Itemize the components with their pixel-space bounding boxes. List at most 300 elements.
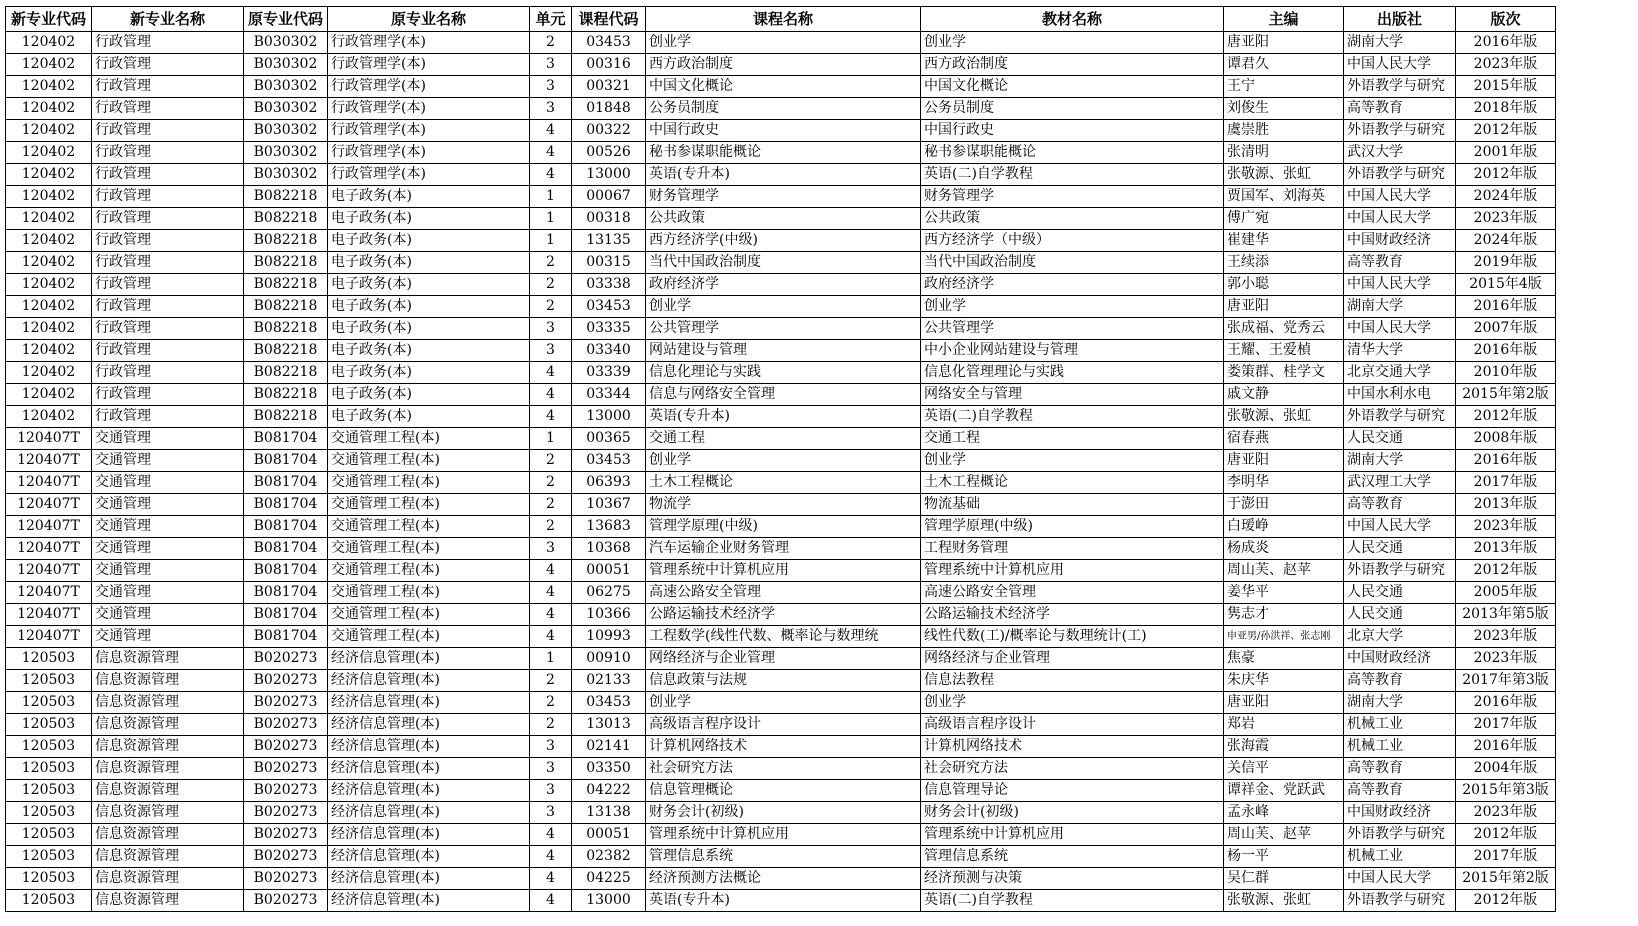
cell-editor: 周山芙、赵苹 — [1224, 560, 1344, 582]
cell-old-major-code: B020273 — [244, 868, 328, 890]
cell-old-major-name: 电子政务(本) — [328, 340, 530, 362]
cell-edition: 2016年版 — [1456, 736, 1556, 758]
cell-course-name: 高速公路安全管理 — [646, 582, 921, 604]
cell-old-major-name: 交通管理工程(本) — [328, 582, 530, 604]
cell-course-name: 信息政策与法规 — [646, 670, 921, 692]
cell-course-name: 公共政策 — [646, 208, 921, 230]
cell-course-name: 计算机网络技术 — [646, 736, 921, 758]
cell-course-name: 中国行政史 — [646, 120, 921, 142]
cell-unit: 4 — [530, 846, 572, 868]
cell-course-code: 00526 — [572, 142, 646, 164]
cell-old-major-code: B081704 — [244, 494, 328, 516]
cell-unit: 3 — [530, 758, 572, 780]
cell-unit: 3 — [530, 538, 572, 560]
cell-edition: 2015年版 — [1456, 76, 1556, 98]
cell-new-major-name: 行政管理 — [92, 142, 244, 164]
cell-unit: 4 — [530, 890, 572, 912]
cell-new-major-name: 信息资源管理 — [92, 758, 244, 780]
cell-editor: 唐亚阳 — [1224, 296, 1344, 318]
cell-old-major-code: B081704 — [244, 472, 328, 494]
cell-editor: 杨成炎 — [1224, 538, 1344, 560]
table-row — [6, 54, 1556, 76]
cell-old-major-code: B082218 — [244, 384, 328, 406]
cell-old-major-code: B081704 — [244, 604, 328, 626]
cell-new-major-code: 120402 — [6, 54, 92, 76]
cell-new-major-name: 信息资源管理 — [92, 670, 244, 692]
cell-new-major-code: 120503 — [6, 736, 92, 758]
cell-course-name: 社会研究方法 — [646, 758, 921, 780]
cell-new-major-code: 120503 — [6, 692, 92, 714]
cell-textbook-name: 管理系统中计算机应用 — [921, 560, 1224, 582]
cell-old-major-name: 电子政务(本) — [328, 406, 530, 428]
cell-old-major-name: 行政管理学(本) — [328, 98, 530, 120]
cell-old-major-code: B020273 — [244, 648, 328, 670]
cell-course-name: 西方经济学(中级) — [646, 230, 921, 252]
cell-course-code: 03453 — [572, 296, 646, 318]
table-row — [6, 164, 1556, 186]
cell-new-major-name: 行政管理 — [92, 120, 244, 142]
cell-publisher: 高等教育 — [1344, 758, 1456, 780]
cell-publisher: 武汉理工大学 — [1344, 472, 1456, 494]
cell-new-major-code: 120402 — [6, 362, 92, 384]
cell-unit: 4 — [530, 406, 572, 428]
cell-publisher: 中国人民大学 — [1344, 274, 1456, 296]
table-row — [6, 406, 1556, 428]
cell-textbook-name: 计算机网络技术 — [921, 736, 1224, 758]
cell-course-name: 土木工程概论 — [646, 472, 921, 494]
cell-course-code: 04225 — [572, 868, 646, 890]
cell-textbook-name: 创业学 — [921, 692, 1224, 714]
cell-old-major-code: B020273 — [244, 824, 328, 846]
cell-course-code: 03350 — [572, 758, 646, 780]
cell-publisher: 人民交通 — [1344, 428, 1456, 450]
cell-new-major-code: 120503 — [6, 648, 92, 670]
header-old-major-name: 原专业名称 — [328, 7, 530, 32]
cell-course-code: 10368 — [572, 538, 646, 560]
cell-course-code: 04222 — [572, 780, 646, 802]
header-new-major-name: 新专业名称 — [92, 7, 244, 32]
cell-textbook-name: 英语(二)自学教程 — [921, 890, 1224, 912]
cell-old-major-name: 电子政务(本) — [328, 274, 530, 296]
cell-textbook-name: 工程财务管理 — [921, 538, 1224, 560]
table-row — [6, 802, 1556, 824]
cell-new-major-name: 信息资源管理 — [92, 868, 244, 890]
cell-course-code: 00318 — [572, 208, 646, 230]
cell-edition: 2016年版 — [1456, 340, 1556, 362]
cell-old-major-code: B020273 — [244, 758, 328, 780]
cell-new-major-code: 120407T — [6, 604, 92, 626]
cell-course-code: 03453 — [572, 32, 646, 54]
cell-unit: 4 — [530, 142, 572, 164]
cell-unit: 2 — [530, 670, 572, 692]
cell-publisher: 中国人民大学 — [1344, 868, 1456, 890]
cell-editor: 唐亚阳 — [1224, 450, 1344, 472]
cell-publisher: 外语教学与研究 — [1344, 824, 1456, 846]
cell-course-code: 10366 — [572, 604, 646, 626]
cell-old-major-code: B020273 — [244, 890, 328, 912]
cell-new-major-name: 信息资源管理 — [92, 802, 244, 824]
cell-publisher: 高等教育 — [1344, 252, 1456, 274]
cell-old-major-code: B082218 — [244, 340, 328, 362]
cell-old-major-code: B020273 — [244, 802, 328, 824]
cell-edition: 2007年版 — [1456, 318, 1556, 340]
cell-publisher: 湖南大学 — [1344, 296, 1456, 318]
cell-textbook-name: 信息化管理理论与实践 — [921, 362, 1224, 384]
table-row — [6, 714, 1556, 736]
cell-course-name: 财务会计(初级) — [646, 802, 921, 824]
cell-edition: 2017年第3版 — [1456, 670, 1556, 692]
cell-course-code: 13683 — [572, 516, 646, 538]
cell-unit: 3 — [530, 340, 572, 362]
cell-old-major-name: 电子政务(本) — [328, 186, 530, 208]
cell-publisher: 中国人民大学 — [1344, 186, 1456, 208]
cell-textbook-name: 公共管理学 — [921, 318, 1224, 340]
cell-editor: 张敬源、张虹 — [1224, 164, 1344, 186]
table-row — [6, 648, 1556, 670]
table-row — [6, 428, 1556, 450]
cell-editor: 焦豪 — [1224, 648, 1344, 670]
cell-old-major-name: 电子政务(本) — [328, 384, 530, 406]
header-course-code: 课程代码 — [572, 7, 646, 32]
cell-edition: 2013年第5版 — [1456, 604, 1556, 626]
cell-publisher: 中国人民大学 — [1344, 516, 1456, 538]
cell-new-major-name: 交通管理 — [92, 472, 244, 494]
cell-unit: 4 — [530, 120, 572, 142]
header-publisher: 出版社 — [1344, 7, 1456, 32]
cell-course-code: 03453 — [572, 692, 646, 714]
cell-edition: 2013年版 — [1456, 494, 1556, 516]
cell-editor: 王续添 — [1224, 252, 1344, 274]
cell-old-major-name: 电子政务(本) — [328, 230, 530, 252]
cell-unit: 1 — [530, 428, 572, 450]
cell-unit: 1 — [530, 648, 572, 670]
cell-textbook-name: 英语(二)自学教程 — [921, 164, 1224, 186]
cell-editor: 娄策群、桂学文 — [1224, 362, 1344, 384]
header-new-major-code: 新专业代码 — [6, 7, 92, 32]
cell-editor: 张海霞 — [1224, 736, 1344, 758]
cell-new-major-code: 120503 — [6, 802, 92, 824]
cell-course-code: 13000 — [572, 406, 646, 428]
cell-editor: 申亚男/孙洪祥、张志刚 — [1224, 626, 1344, 648]
cell-old-major-code: B030302 — [244, 54, 328, 76]
cell-publisher: 北京大学 — [1344, 626, 1456, 648]
table-row — [6, 98, 1556, 120]
cell-new-major-name: 交通管理 — [92, 516, 244, 538]
cell-old-major-code: B082218 — [244, 296, 328, 318]
cell-old-major-code: B030302 — [244, 32, 328, 54]
cell-new-major-name: 交通管理 — [92, 428, 244, 450]
cell-unit: 4 — [530, 362, 572, 384]
cell-editor: 宿春燕 — [1224, 428, 1344, 450]
cell-new-major-code: 120407T — [6, 428, 92, 450]
cell-old-major-name: 交通管理工程(本) — [328, 516, 530, 538]
cell-old-major-code: B081704 — [244, 538, 328, 560]
cell-editor: 张敬源、张虹 — [1224, 890, 1344, 912]
table-row — [6, 230, 1556, 252]
cell-publisher: 湖南大学 — [1344, 450, 1456, 472]
cell-textbook-name: 公务员制度 — [921, 98, 1224, 120]
table-row — [6, 32, 1556, 54]
cell-old-major-name: 电子政务(本) — [328, 208, 530, 230]
cell-unit: 2 — [530, 252, 572, 274]
cell-new-major-code: 120402 — [6, 340, 92, 362]
cell-unit: 1 — [530, 230, 572, 252]
cell-editor: 王耀、王爱楨 — [1224, 340, 1344, 362]
cell-old-major-code: B020273 — [244, 692, 328, 714]
cell-unit: 2 — [530, 472, 572, 494]
cell-course-code: 03340 — [572, 340, 646, 362]
cell-course-code: 00315 — [572, 252, 646, 274]
cell-publisher: 外语教学与研究 — [1344, 406, 1456, 428]
cell-editor: 周山芙、赵苹 — [1224, 824, 1344, 846]
header-textbook-name: 教材名称 — [921, 7, 1224, 32]
cell-course-code: 03339 — [572, 362, 646, 384]
cell-new-major-name: 行政管理 — [92, 54, 244, 76]
cell-new-major-name: 行政管理 — [92, 32, 244, 54]
cell-course-name: 英语(专升本) — [646, 890, 921, 912]
cell-edition: 2023年版 — [1456, 626, 1556, 648]
cell-editor: 孟永峰 — [1224, 802, 1344, 824]
table-row — [6, 186, 1556, 208]
cell-old-major-code: B020273 — [244, 846, 328, 868]
cell-editor: 朱庆华 — [1224, 670, 1344, 692]
cell-old-major-name: 经济信息管理(本) — [328, 890, 530, 912]
cell-new-major-name: 行政管理 — [92, 230, 244, 252]
cell-edition: 2017年版 — [1456, 472, 1556, 494]
cell-edition: 2013年版 — [1456, 538, 1556, 560]
cell-edition: 2015年4版 — [1456, 274, 1556, 296]
cell-course-code: 10993 — [572, 626, 646, 648]
cell-old-major-name: 行政管理学(本) — [328, 76, 530, 98]
cell-course-code: 10367 — [572, 494, 646, 516]
cell-course-name: 管理信息系统 — [646, 846, 921, 868]
cell-unit: 3 — [530, 802, 572, 824]
cell-old-major-code: B030302 — [244, 98, 328, 120]
cell-old-major-name: 经济信息管理(本) — [328, 846, 530, 868]
cell-publisher: 机械工业 — [1344, 846, 1456, 868]
cell-course-name: 网站建设与管理 — [646, 340, 921, 362]
cell-new-major-name: 行政管理 — [92, 362, 244, 384]
cell-new-major-name: 行政管理 — [92, 296, 244, 318]
cell-publisher: 中国人民大学 — [1344, 54, 1456, 76]
cell-editor: 戚文静 — [1224, 384, 1344, 406]
cell-unit: 3 — [530, 780, 572, 802]
cell-edition: 2012年版 — [1456, 406, 1556, 428]
cell-old-major-code: B030302 — [244, 164, 328, 186]
header-editor: 主编 — [1224, 7, 1344, 32]
cell-editor: 隽志才 — [1224, 604, 1344, 626]
cell-new-major-code: 120503 — [6, 670, 92, 692]
cell-new-major-name: 交通管理 — [92, 626, 244, 648]
cell-new-major-code: 120402 — [6, 120, 92, 142]
cell-editor: 关信平 — [1224, 758, 1344, 780]
cell-old-major-name: 经济信息管理(本) — [328, 648, 530, 670]
cell-textbook-name: 西方经济学（中级） — [921, 230, 1224, 252]
cell-edition: 2008年版 — [1456, 428, 1556, 450]
cell-edition: 2024年版 — [1456, 186, 1556, 208]
cell-course-name: 工程数学(线性代数、概率论与数理统 — [646, 626, 921, 648]
cell-unit: 4 — [530, 604, 572, 626]
table-row — [6, 142, 1556, 164]
cell-new-major-name: 信息资源管理 — [92, 736, 244, 758]
cell-unit: 4 — [530, 582, 572, 604]
cell-textbook-name: 中国行政史 — [921, 120, 1224, 142]
cell-course-code: 00910 — [572, 648, 646, 670]
cell-textbook-name: 管理信息系统 — [921, 846, 1224, 868]
cell-unit: 3 — [530, 318, 572, 340]
cell-publisher: 外语教学与研究 — [1344, 164, 1456, 186]
cell-textbook-name: 物流基础 — [921, 494, 1224, 516]
cell-old-major-name: 电子政务(本) — [328, 252, 530, 274]
cell-new-major-code: 120407T — [6, 582, 92, 604]
cell-new-major-name: 信息资源管理 — [92, 648, 244, 670]
cell-course-name: 信息管理概论 — [646, 780, 921, 802]
cell-editor: 唐亚阳 — [1224, 692, 1344, 714]
cell-course-name: 中国文化概论 — [646, 76, 921, 98]
cell-new-major-code: 120503 — [6, 868, 92, 890]
cell-publisher: 外语教学与研究 — [1344, 890, 1456, 912]
cell-textbook-name: 政府经济学 — [921, 274, 1224, 296]
cell-course-name: 网络经济与企业管理 — [646, 648, 921, 670]
cell-textbook-name: 公共政策 — [921, 208, 1224, 230]
cell-course-code: 00051 — [572, 560, 646, 582]
cell-course-name: 政府经济学 — [646, 274, 921, 296]
cell-new-major-name: 行政管理 — [92, 274, 244, 296]
table-row — [6, 252, 1556, 274]
cell-publisher: 湖南大学 — [1344, 32, 1456, 54]
cell-new-major-code: 120407T — [6, 494, 92, 516]
cell-editor: 刘俊生 — [1224, 98, 1344, 120]
cell-old-major-code: B082218 — [244, 252, 328, 274]
cell-publisher: 人民交通 — [1344, 538, 1456, 560]
table-row — [6, 846, 1556, 868]
cell-old-major-name: 行政管理学(本) — [328, 32, 530, 54]
cell-course-code: 00316 — [572, 54, 646, 76]
table-row — [6, 76, 1556, 98]
cell-publisher: 中国水利水电 — [1344, 384, 1456, 406]
cell-publisher: 外语教学与研究 — [1344, 560, 1456, 582]
cell-publisher: 中国财政经济 — [1344, 802, 1456, 824]
course-textbook-sheet — [5, 6, 1556, 912]
cell-course-name: 管理学原理(中级) — [646, 516, 921, 538]
cell-edition: 2023年版 — [1456, 802, 1556, 824]
cell-edition: 2016年版 — [1456, 296, 1556, 318]
cell-course-name: 公务员制度 — [646, 98, 921, 120]
cell-publisher: 高等教育 — [1344, 98, 1456, 120]
table-row — [6, 758, 1556, 780]
cell-editor: 张成福、党秀云 — [1224, 318, 1344, 340]
table-row — [6, 626, 1556, 648]
cell-old-major-code: B082218 — [244, 230, 328, 252]
cell-publisher: 北京交通大学 — [1344, 362, 1456, 384]
cell-editor: 李明华 — [1224, 472, 1344, 494]
cell-old-major-name: 经济信息管理(本) — [328, 670, 530, 692]
table-row — [6, 868, 1556, 890]
cell-old-major-code: B082218 — [244, 186, 328, 208]
table-row — [6, 670, 1556, 692]
cell-publisher: 机械工业 — [1344, 736, 1456, 758]
cell-publisher: 中国财政经济 — [1344, 230, 1456, 252]
cell-edition: 2012年版 — [1456, 120, 1556, 142]
cell-course-name: 公路运输技术经济学 — [646, 604, 921, 626]
cell-old-major-code: B081704 — [244, 516, 328, 538]
table-row — [6, 318, 1556, 340]
cell-course-name: 创业学 — [646, 450, 921, 472]
cell-new-major-name: 行政管理 — [92, 406, 244, 428]
cell-new-major-code: 120402 — [6, 76, 92, 98]
table-row — [6, 538, 1556, 560]
cell-textbook-name: 西方政治制度 — [921, 54, 1224, 76]
cell-edition: 2019年版 — [1456, 252, 1556, 274]
cell-old-major-name: 行政管理学(本) — [328, 142, 530, 164]
cell-unit: 2 — [530, 516, 572, 538]
cell-textbook-name: 交通工程 — [921, 428, 1224, 450]
header-old-major-code: 原专业代码 — [244, 7, 328, 32]
cell-textbook-name: 信息管理导论 — [921, 780, 1224, 802]
cell-unit: 3 — [530, 76, 572, 98]
cell-textbook-name: 信息法教程 — [921, 670, 1224, 692]
cell-new-major-code: 120407T — [6, 472, 92, 494]
cell-old-major-name: 交通管理工程(本) — [328, 494, 530, 516]
cell-course-name: 创业学 — [646, 296, 921, 318]
cell-unit: 2 — [530, 494, 572, 516]
cell-new-major-name: 信息资源管理 — [92, 890, 244, 912]
cell-new-major-code: 120402 — [6, 98, 92, 120]
cell-old-major-name: 电子政务(本) — [328, 362, 530, 384]
cell-old-major-name: 行政管理学(本) — [328, 54, 530, 76]
cell-new-major-code: 120402 — [6, 296, 92, 318]
cell-textbook-name: 财务会计(初级) — [921, 802, 1224, 824]
cell-editor: 张敬源、张虹 — [1224, 406, 1344, 428]
cell-unit: 2 — [530, 32, 572, 54]
cell-textbook-name: 财务管理学 — [921, 186, 1224, 208]
cell-editor: 于澎田 — [1224, 494, 1344, 516]
cell-edition: 2012年版 — [1456, 164, 1556, 186]
cell-old-major-code: B020273 — [244, 736, 328, 758]
cell-new-major-name: 交通管理 — [92, 450, 244, 472]
cell-unit: 4 — [530, 824, 572, 846]
cell-new-major-code: 120402 — [6, 274, 92, 296]
cell-old-major-name: 经济信息管理(本) — [328, 736, 530, 758]
cell-new-major-name: 行政管理 — [92, 76, 244, 98]
cell-new-major-name: 交通管理 — [92, 494, 244, 516]
cell-textbook-name: 经济预测与决策 — [921, 868, 1224, 890]
cell-new-major-code: 120503 — [6, 846, 92, 868]
cell-old-major-name: 经济信息管理(本) — [328, 824, 530, 846]
cell-old-major-name: 交通管理工程(本) — [328, 428, 530, 450]
cell-publisher: 高等教育 — [1344, 494, 1456, 516]
cell-edition: 2005年版 — [1456, 582, 1556, 604]
cell-new-major-code: 120402 — [6, 230, 92, 252]
cell-unit: 3 — [530, 736, 572, 758]
cell-old-major-code: B020273 — [244, 780, 328, 802]
cell-textbook-name: 高速公路安全管理 — [921, 582, 1224, 604]
cell-old-major-name: 经济信息管理(本) — [328, 758, 530, 780]
cell-edition: 2015年第2版 — [1456, 868, 1556, 890]
cell-old-major-code: B030302 — [244, 142, 328, 164]
cell-publisher: 清华大学 — [1344, 340, 1456, 362]
cell-old-major-code: B081704 — [244, 450, 328, 472]
cell-course-name: 财务管理学 — [646, 186, 921, 208]
cell-course-code: 00322 — [572, 120, 646, 142]
cell-old-major-code: B081704 — [244, 428, 328, 450]
cell-new-major-name: 行政管理 — [92, 98, 244, 120]
cell-old-major-name: 电子政务(本) — [328, 296, 530, 318]
table-row — [6, 208, 1556, 230]
cell-course-code: 00365 — [572, 428, 646, 450]
cell-unit: 4 — [530, 164, 572, 186]
cell-new-major-code: 120407T — [6, 538, 92, 560]
